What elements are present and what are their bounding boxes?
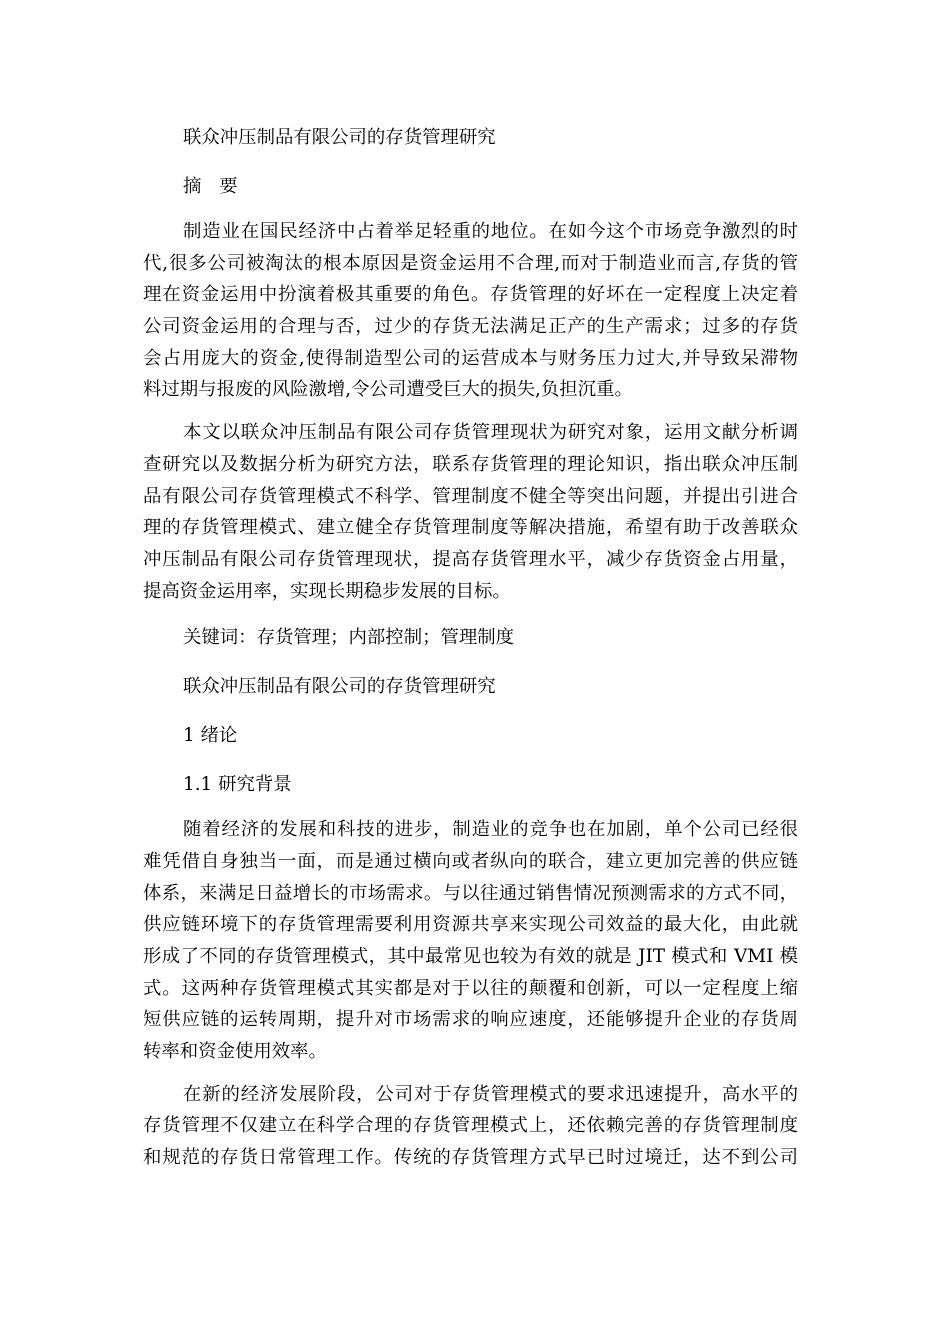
section-heading: 1.1 研究背景 [183,774,292,796]
paragraph-line: 短供应链的运转周期，提升对市场需求的响应速度，还能够提升企业的存货周 [143,1009,798,1031]
paragraph-line: 制造业在国民经济中占着举足轻重的地位。在如今这个市场竞争激烈的时 [183,221,798,242]
document-title: 联众冲压制品有限公司的存货管理研究 [183,127,496,148]
paragraph-line: 难凭借自身独当一面，而是通过横向或者纵向的联合，建立更加完善的供应链 [143,850,798,872]
paragraph-line: 品有限公司存货管理模式不科学、管理制度不健全等突出问题，并提出引进合 [143,485,798,507]
paragraph-line: 在新的经济发展阶段，公司对于存货管理模式的要求迅速提升，高水平的 [183,1083,798,1105]
paragraph-line: 代,很多公司被淘汰的根本原因是资金运用不合理,而对于制造业而言,存货的管 [143,252,798,274]
document-title-repeat: 联众冲压制品有限公司的存货管理研究 [183,676,496,698]
paragraph-line: 料过期与报废的风险激增,令公司遭受巨大的损失,负担沉重。 [143,379,633,401]
paragraph-line: 提高资金运用率，实现长期稳步发展的目标。 [143,580,511,602]
paragraph-line: 冲压制品有限公司存货管理现状，提高存货管理水平，减少存货资金占用量， [143,548,798,570]
paragraph-line: 转率和资金使用效率。 [143,1041,327,1063]
keywords-line: 关键词：存货管理；内部控制；管理制度 [183,627,515,649]
paragraph-line: 形成了不同的存货管理模式，其中最常见也较为有效的就是 JIT 模式和 VMI 模 [143,946,798,967]
paragraph-line: 和规范的存货日常管理工作。传统的存货管理方式早已时过境迁，达不到公司 [143,1147,798,1169]
body-paragraph-1 [143,814,798,1068]
abstract-heading [143,167,798,207]
paragraph-line: 本文以联众冲压制品有限公司存货管理现状为研究对象，运用文献分析调 [183,422,798,444]
paragraph-line: 查研究以及数据分析为研究方法，联系存货管理的理论知识，指出联众冲压制 [143,453,798,475]
paragraph-line: 理在资金运用中扮演着极其重要的角色。存货管理的好坏在一定程度上决定着 [143,284,798,306]
body-paragraph-2 [143,1079,798,1174]
paragraph-line: 理的存货管理模式、建立健全存货管理制度等解决措施，希望有助于改善联众 [143,517,798,539]
chapter-heading: 1 绪论 [183,725,238,747]
abstract-heading-text: 摘 要 [183,176,244,197]
paragraph-line: 会占用庞大的资金,使得制造型公司的运营成本与财务压力过大,并导致呆滞物 [143,347,798,369]
paragraph-line: 随着经济的发展和科技的进步，制造业的竞争也在加剧，单个公司已经很 [183,819,798,841]
paragraph-line: 供应链环境下的存货管理需要利用资源共享来实现公司效益的最大化，由此就 [143,914,798,936]
document-body [143,118,798,1185]
abstract-paragraph-2 [143,417,798,607]
paragraph-line: 公司资金运用的合理与否，过少的存货无法满足正产的生产需求；过多的存货 [143,316,798,338]
abstract-paragraph-1 [143,216,798,406]
paragraph-line: 体系，来满足日益增长的市场需求。与以往通过销售情况预测需求的方式不同， [143,882,798,904]
paragraph-line: 式。这两种存货管理模式其实都是对于以往的颠覆和创新，可以一定程度上缩 [143,977,798,999]
paragraph-line: 存货管理不仅建立在科学合理的存货管理模式上，还依赖完善的存货管理制度 [143,1115,798,1137]
